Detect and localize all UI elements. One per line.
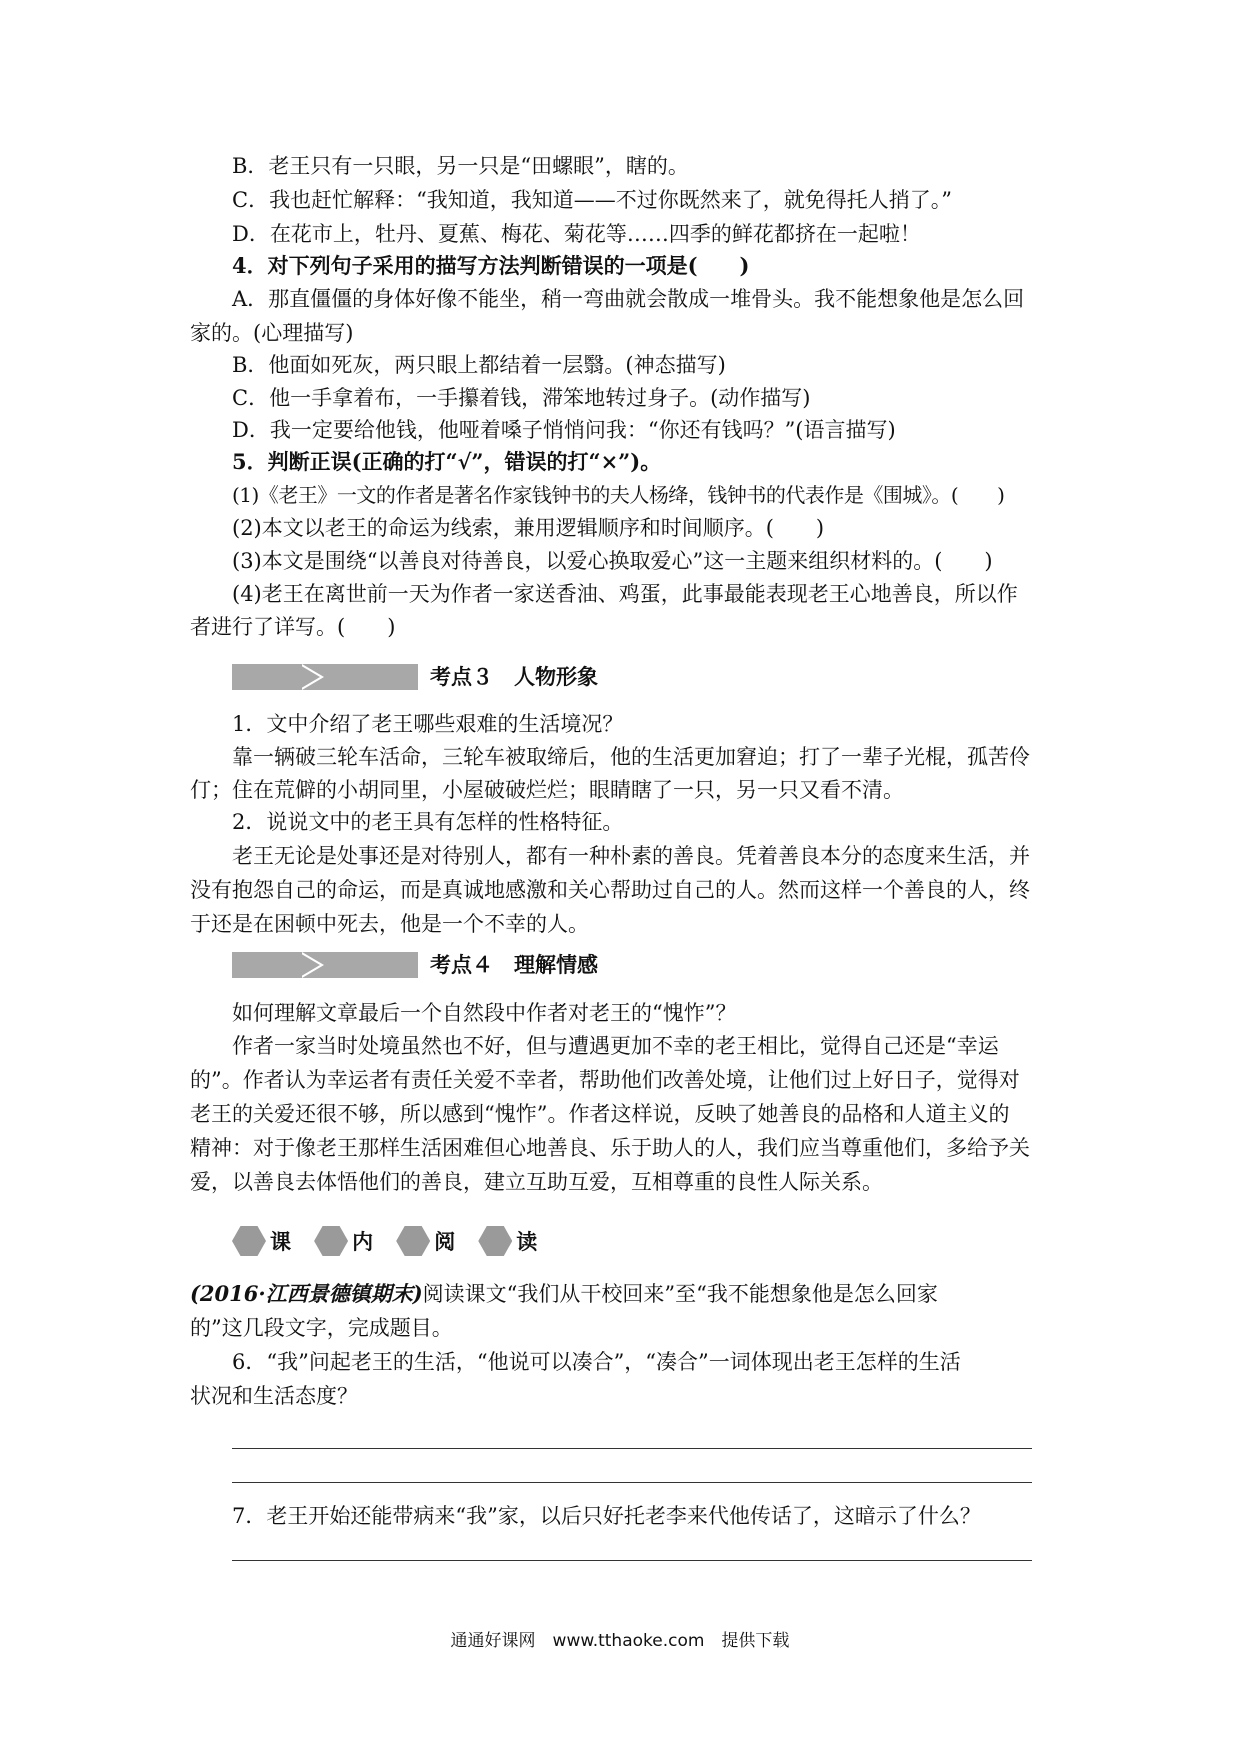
q5-item-1: (1)《老王》一文的作者是著名作家钱钟书的夫人杨绛，钱钟书的代表作是《围城》。( ): [232, 483, 1005, 507]
k3-question-1: 1．文中介绍了老王哪些艰难的生活境况？: [232, 712, 624, 736]
reading-char-4: 读: [516, 1229, 538, 1254]
q3-option-c: C．我也赶忙解释：“我知道，我知道——不过你既然来了，就免得托人捎了。”: [232, 188, 953, 212]
k3-answer-2-cont1: 没有抱怨自己的命运，而是真诚地感激和关心帮助过自己的人。然而这样一个善良的人，终: [190, 878, 1030, 902]
q4-option-c: C．他一手拿着布，一手攥着钱，滞笨地转过身子。(动作描写): [232, 386, 811, 410]
answer-line: [232, 1482, 1032, 1483]
reading-source: (2016·江西景德镇期末): [190, 1281, 423, 1306]
q7-stem: 7．老王开始还能带病来“我”家，以后只好托老李来代他传话了，这暗示了什么？: [232, 1504, 981, 1528]
q5-item-4-cont: 者进行了详写。( ): [190, 615, 396, 639]
hexagon-icon: [232, 1226, 266, 1256]
section-banner-3: [232, 664, 418, 690]
hexagon-icon: [396, 1226, 430, 1256]
hexagon-icon: [478, 1226, 512, 1256]
reading-intro-text: 阅读课文“我们从干校回来”至“我不能想象他是怎么回家: [422, 1282, 938, 1306]
q4-option-a: A．那直僵僵的身体好像不能坐，稍一弯曲就会散成一堆骨头。我不能想象他是怎么回: [232, 287, 1025, 311]
q6-stem: 6．“我”问起老王的生活，“他说可以凑合”，“凑合”一词体现出老王怎样的生活: [232, 1350, 961, 1374]
q4-option-d: D．我一定要给他钱，他哑着嗓子悄悄问我：“你还有钱吗？”(语言描写): [232, 418, 896, 442]
k3-answer-1-cont: 仃；住在荒僻的小胡同里，小屋破破烂烂；眼睛瞎了一只，另一只又看不清。: [190, 778, 904, 802]
k3-answer-2-cont2: 于还是在困顿中死去，他是一个不幸的人。: [190, 912, 589, 936]
k4-answer-cont2: 老王的关爱还很不够，所以感到“愧怍”。作者这样说，反映了她善良的品格和人道主义的: [190, 1102, 1010, 1126]
kaodian-3-title: 考点３ 人物形象: [430, 664, 598, 689]
q4-option-a-cont: 家的。(心理描写): [190, 321, 354, 345]
reading-intro-cont: 的”这几段文字，完成题目。: [190, 1316, 453, 1340]
hexagon-icon: [314, 1226, 348, 1256]
k4-answer-cont3: 精神：对于像老王那样生活困难但心地善良、乐于助人的人，我们应当尊重他们，多给予关: [190, 1136, 1030, 1160]
q3-option-b: B．老王只有一只眼，另一只是“田螺眼”，瞎的。: [232, 154, 689, 178]
k4-question: 如何理解文章最后一个自然段中作者对老王的“愧怍”？: [232, 1001, 737, 1025]
footer-watermark: 通通好课网 www.tthaoke.com 提供下载: [450, 1631, 790, 1651]
reading-char-3: 阅: [434, 1229, 456, 1254]
section-banner-4: [232, 952, 418, 978]
k3-question-2: 2．说说文中的老王具有怎样的性格特征。: [232, 810, 624, 834]
k3-answer-2: 老王无论是处事还是对待别人，都有一种朴素的善良。凭着善良本分的态度来生活，并: [232, 844, 1030, 868]
k4-answer: 作者一家当时处境虽然也不好，但与遭遇更加不幸的老王相比，觉得自己还是“幸运: [232, 1034, 999, 1058]
reading-char-1: 课: [270, 1229, 291, 1254]
k3-answer-1: 靠一辆破三轮车活命，三轮车被取缔后，他的生活更加窘迫；打了一辈子光棍，孤苦伶: [232, 745, 1030, 769]
q5-item-4: (4)老王在离世前一天为作者一家送香油、鸡蛋，此事最能表现老王心地善良，所以作: [232, 582, 1018, 606]
q5-stem: 5．判断正误(正确的打“√”，错误的打“×”)。: [232, 449, 662, 474]
reading-section-header: [232, 1226, 555, 1266]
reading-intro: [190, 1278, 1020, 1310]
kaodian-4-title: 考点４ 理解情感: [430, 952, 598, 977]
answer-line: [232, 1448, 1032, 1449]
reading-char-2: 内: [352, 1229, 374, 1254]
q3-option-d: D．在花市上，牡丹、夏蕉、梅花、菊花等……四季的鲜花都挤在一起啦！: [232, 222, 921, 246]
k4-answer-cont4: 爱，以善良去体悟他们的善良，建立互助互爱，互相尊重的良性人际关系。: [190, 1170, 883, 1194]
q4-stem: 4．对下列句子采用的描写方法判断错误的一项是( ): [232, 253, 750, 278]
q6-stem-cont: 状况和生活态度？: [190, 1384, 358, 1408]
k4-answer-cont1: 的”。作者认为幸运者有责任关爱不幸者，帮助他们改善处境，让他们过上好日子，觉得对: [190, 1068, 1020, 1092]
answer-line: [232, 1560, 1032, 1561]
q5-item-3: (3)本文是围绕“以善良对待善良，以爱心换取爱心”这一主题来组织材料的。( ): [232, 549, 993, 573]
q4-option-b: B．他面如死灰，两只眼上都结着一层翳。(神态描写): [232, 353, 726, 377]
q5-item-2: (2)本文以老王的命运为线索，兼用逻辑顺序和时间顺序。( ): [232, 516, 825, 540]
